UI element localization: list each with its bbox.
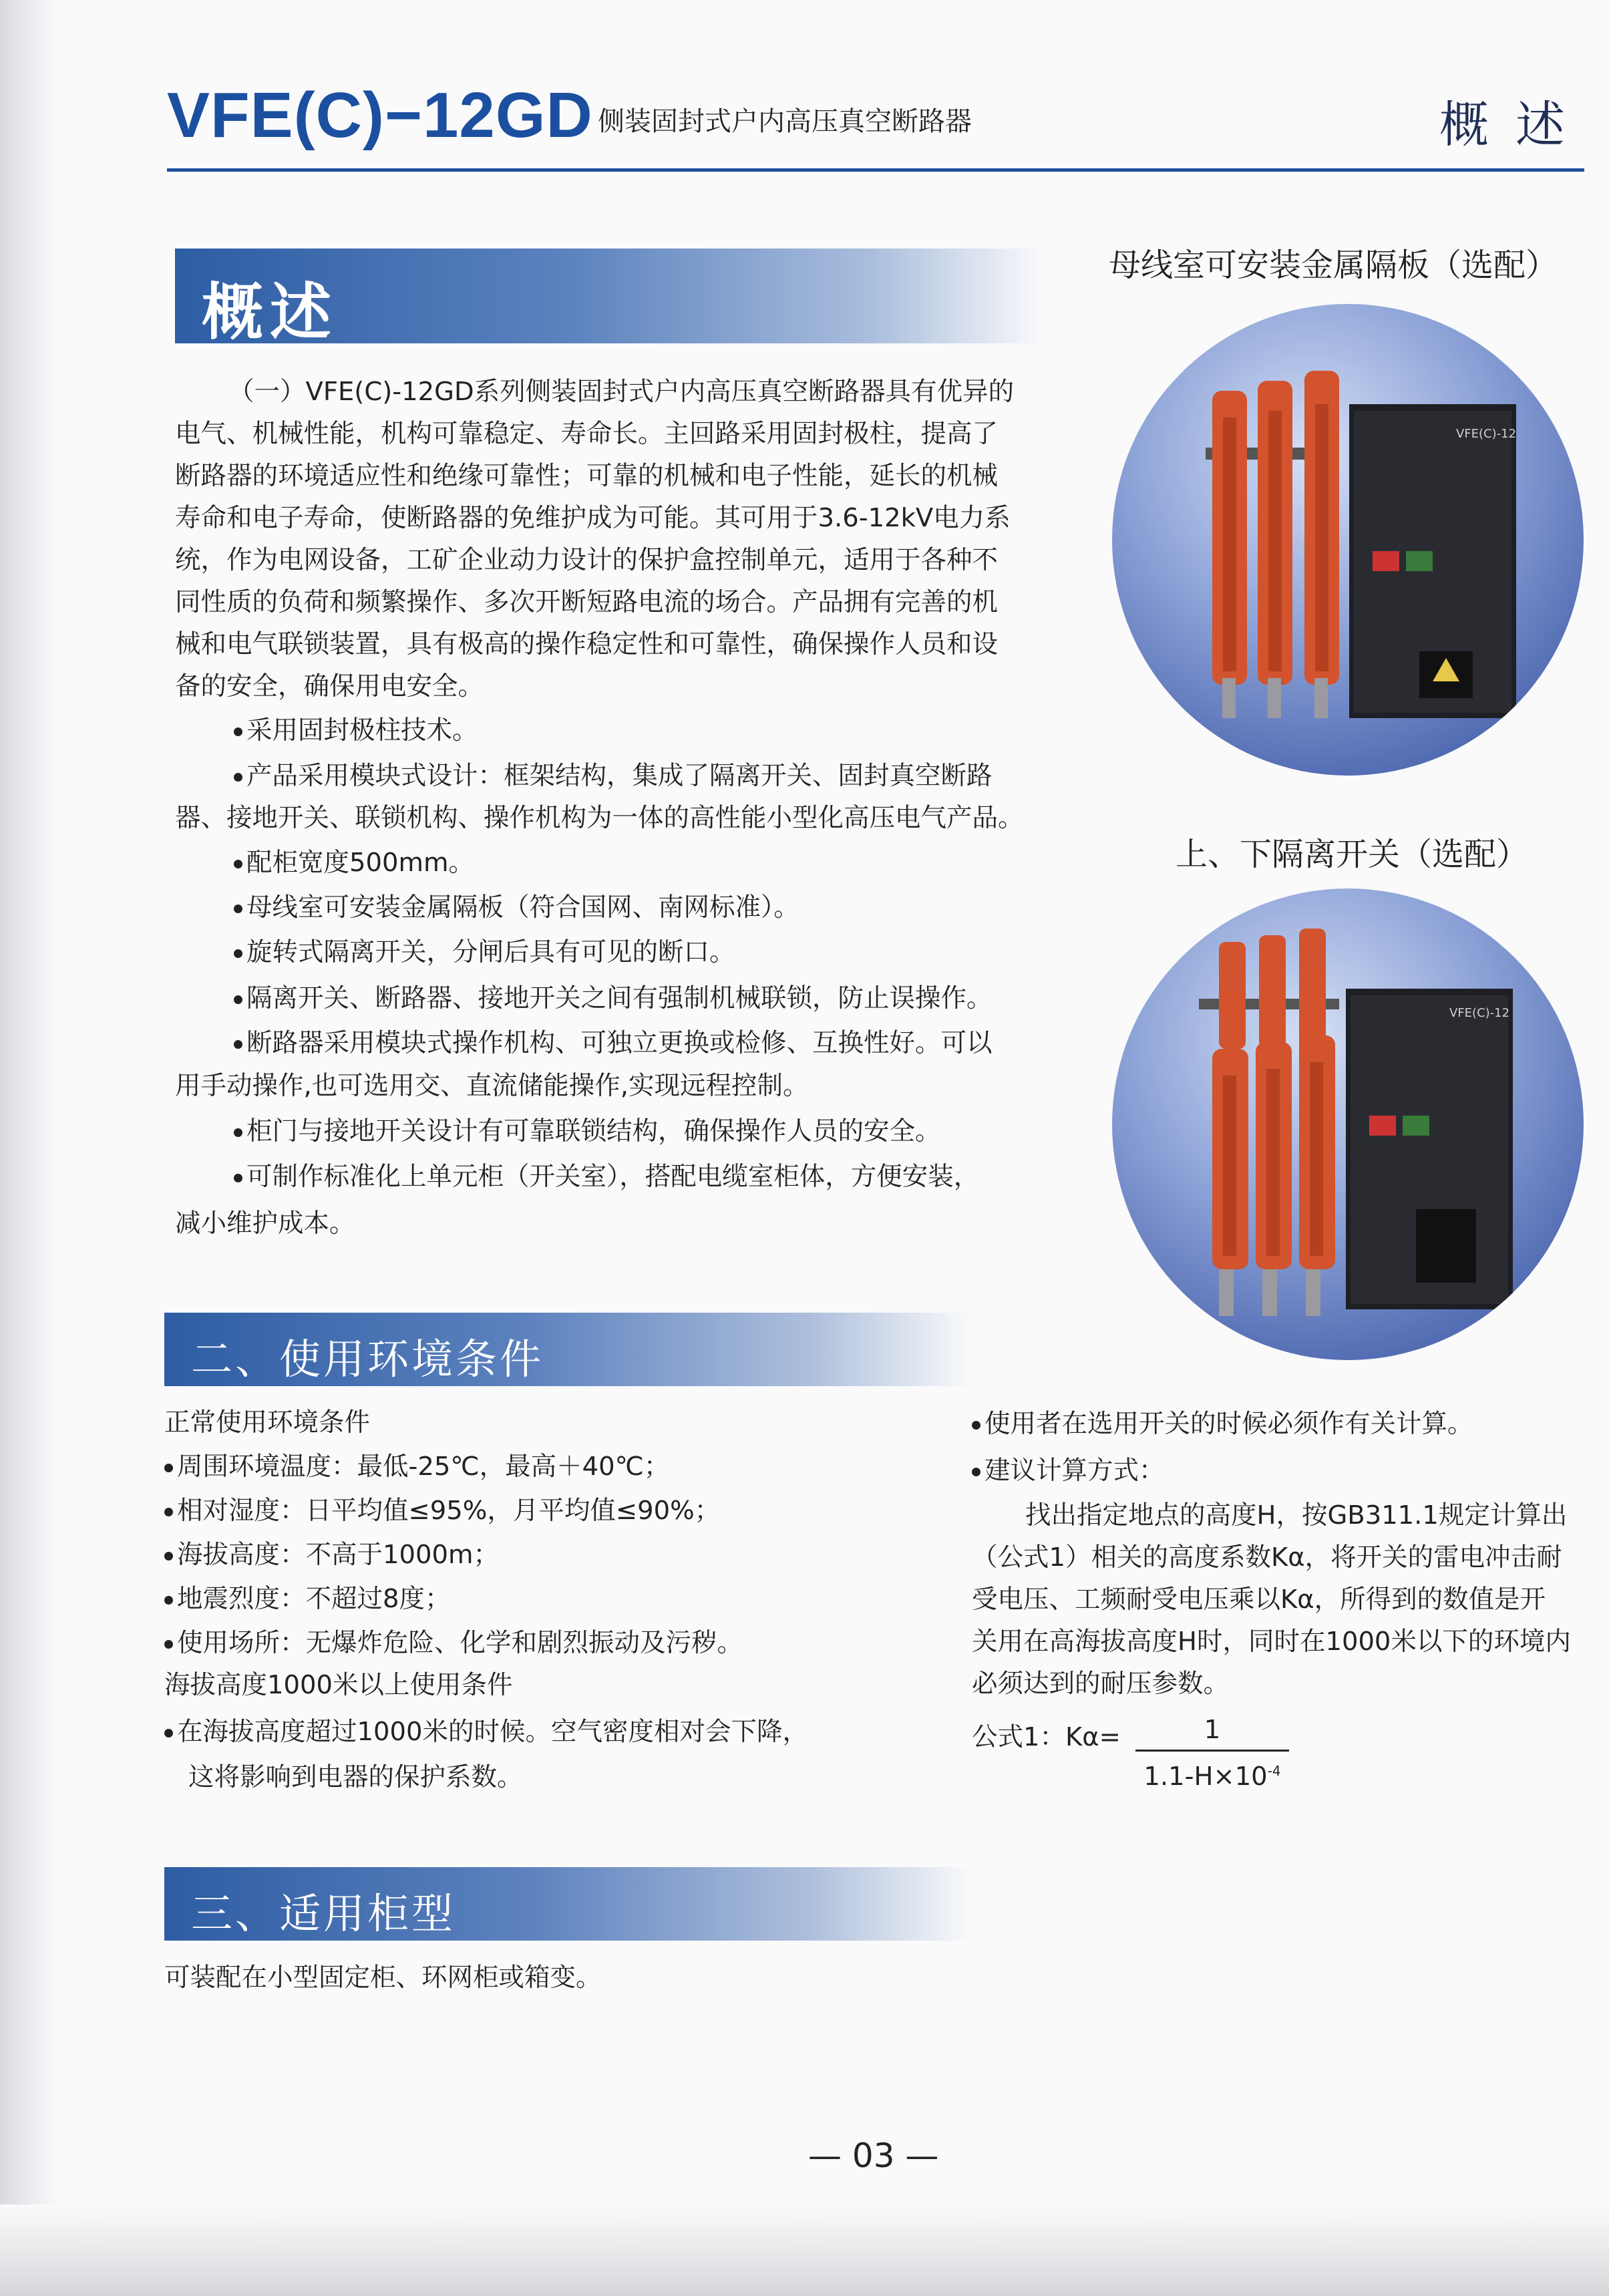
- env-item: 地震烈度：不超过8度；: [164, 1577, 972, 1621]
- bullet-dot-icon: [234, 1040, 242, 1049]
- feature-bullet: 隔离开关、断路器、接地开关之间有强制机械联锁，防止误操作。: [234, 977, 1069, 1019]
- env-item: 相对湿度：日平均值≤95%，月平均值≤90%；: [164, 1489, 972, 1533]
- feature-bullet: 产品采用模块式设计：框架结构，集成了隔离开关、固封真空断路: [234, 755, 1069, 797]
- formula-fraction: [1135, 1713, 1289, 1794]
- overview-heading-bar: [175, 249, 1043, 348]
- bullet-dot-icon: [234, 1174, 242, 1182]
- cabinet-heading: 三、适用柜型: [191, 1889, 456, 1938]
- bullet-dot-icon: [164, 1552, 173, 1561]
- bullet-dot-icon: [234, 727, 242, 736]
- env-item-continuation: 这将影响到电器的保护系数。: [188, 1762, 523, 1792]
- bullet-dot-icon: [972, 1468, 980, 1476]
- bullet-dot-icon: [234, 905, 242, 913]
- calc-text: 受电压、工频耐受电压乘以Kα，所得到的数值是开: [972, 1585, 1546, 1615]
- intro-line: 同性质的负荷和频繁操作、多次开断短路电流的场合。产品拥有完善的机: [175, 587, 999, 617]
- calc-bullet: 使用者在选用开关的时候必须作有关计算。: [972, 1403, 1586, 1446]
- image-caption-top: 母线室可安装金属隔板（选配）: [1109, 247, 1558, 284]
- image-caption-bottom: 上、下隔离开关（选配）: [1176, 836, 1529, 873]
- intro-line: 断路器的环境适应性和绝缘可靠性；可靠的机械和电子性能，延长的机械: [175, 461, 999, 491]
- feature-bullet: 配柜宽度500mm。: [234, 842, 1069, 884]
- intro-line: （一）VFE(C)-12GD系列侧装固封式户内高压真空断路器具有优异的: [228, 377, 1015, 407]
- breaker-illustration-icon: [1112, 304, 1584, 776]
- calc-text: （公式1）相关的高度系数Kα，将开关的雷电冲击耐: [972, 1542, 1562, 1573]
- env-subheading: 正常使用环境条件: [164, 1408, 371, 1438]
- cabinet-text: 可装配在小型固定柜、环网柜或箱变。: [164, 1963, 602, 1993]
- env-item: 在海拔高度超过1000米的时候。空气密度相对会下降，: [164, 1710, 972, 1754]
- product-photo-busbar-partition: [1112, 304, 1584, 776]
- breaker-illustration-icon: [1112, 888, 1584, 1360]
- model-title: VFE(C)−12GD: [167, 79, 593, 151]
- header-rule: [167, 168, 1584, 172]
- bullet-dot-icon: [234, 860, 242, 868]
- intro-line: 械和电气联锁装置，具有极高的操作稳定性和可靠性，确保操作人员和设: [175, 629, 999, 659]
- bullet-dot-icon: [234, 995, 242, 1004]
- svg-text:VFE(C)-12: VFE(C)-12: [1449, 1006, 1510, 1020]
- env-item: 使用场所：无爆炸危险、化学和剧烈振动及污秽。: [164, 1621, 972, 1665]
- page-fold-shadow: [0, 0, 60, 2296]
- bullet-dot-icon: [234, 1128, 242, 1137]
- bullet-dot-icon: [164, 1640, 173, 1649]
- env-item: 海拔高度：不高于1000m；: [164, 1533, 972, 1577]
- intro-line: 电气、机械性能，机构可靠稳定、寿命长。主回路采用固封极柱，提高了: [175, 419, 999, 449]
- calc-text: 找出指定地点的高度H，按GB311.1规定计算出: [1025, 1500, 1568, 1530]
- bullet-dot-icon: [234, 949, 242, 958]
- feature-bullet: 母线室可安装金属隔板（符合国网、南网标准）。: [234, 886, 1069, 929]
- feature-bullet: 采用固封极柱技术。: [234, 709, 1069, 752]
- environment-heading: 二、使用环境条件: [191, 1335, 544, 1383]
- feature-bullet-continuation: 减小维护成本。: [175, 1208, 355, 1239]
- feature-bullet: 柜门与接地开关设计有可靠联锁结构，确保操作人员的安全。: [234, 1110, 1069, 1152]
- environment-heading-bar: [164, 1313, 972, 1386]
- formula-exponent: -4: [1267, 1763, 1281, 1779]
- bullet-dot-icon: [164, 1508, 173, 1516]
- section-label: 概述: [1439, 96, 1592, 154]
- bullet-dot-icon: [164, 1729, 173, 1738]
- product-photo-disconnect-switch: [1112, 888, 1584, 1360]
- bullet-dot-icon: [234, 773, 242, 782]
- intro-line: 寿命和电子寿命，使断路器的免维护成为可能。其可用于3.6-12kV电力系: [175, 503, 1011, 533]
- fraction-line: [1135, 1750, 1289, 1752]
- formula-denominator: $1.1-H\times 10^{-4}$: [1143, 1761, 1281, 1792]
- page-bottom-edge: [0, 2204, 1609, 2296]
- feature-bullet-continuation: 用手动操作,也可选用交、直流储能操作,实现远程控制。: [175, 1071, 809, 1101]
- bullet-dot-icon: [164, 1464, 173, 1472]
- formula-label: 公式1：Kα=: [972, 1722, 1121, 1752]
- feature-bullet-continuation: 器、接地开关、联锁机构、操作机构为一体的高性能小型化高压电气产品。: [175, 803, 1024, 833]
- env-subheading: 海拔高度1000米以上使用条件: [164, 1670, 513, 1700]
- env-item: 周围环境温度：最低-25℃，最高＋40℃；: [164, 1445, 972, 1489]
- bullet-dot-icon: [972, 1421, 980, 1430]
- intro-line: 统，作为电网设备，工矿企业动力设计的保护盒控制单元，适用于各种不: [175, 545, 999, 575]
- page-number: — 03 —: [808, 2136, 939, 2175]
- feature-bullet: 旋转式隔离开关，分闸后具有可见的断口。: [234, 931, 1069, 973]
- calc-bullet: 建议计算方式：: [972, 1450, 1586, 1492]
- formula-numerator: 1: [1204, 1715, 1221, 1745]
- overview-intro: [175, 371, 1037, 707]
- feature-bullet: 可制作标准化上单元柜（开关室），搭配电缆室柜体，方便安装，: [234, 1156, 1069, 1198]
- intro-line: 备的安全，确保用电安全。: [175, 671, 484, 701]
- cabinet-heading-bar: [164, 1867, 972, 1941]
- bullet-dot-icon: [164, 1596, 173, 1605]
- overview-heading: 概述: [202, 277, 339, 348]
- feature-bullet: 断路器采用模块式操作机构、可独立更换或检修、互换性好。可以: [234, 1022, 1069, 1064]
- calc-text: 必须达到的耐压参数。: [972, 1669, 1230, 1699]
- product-subtitle: 侧装固封式户内高压真空断路器: [598, 106, 972, 137]
- svg-text:VFE(C)-12: VFE(C)-12: [1456, 427, 1517, 441]
- calc-text: 关用在高海拔高度H时，同时在1000米以下的环境内: [972, 1627, 1571, 1657]
